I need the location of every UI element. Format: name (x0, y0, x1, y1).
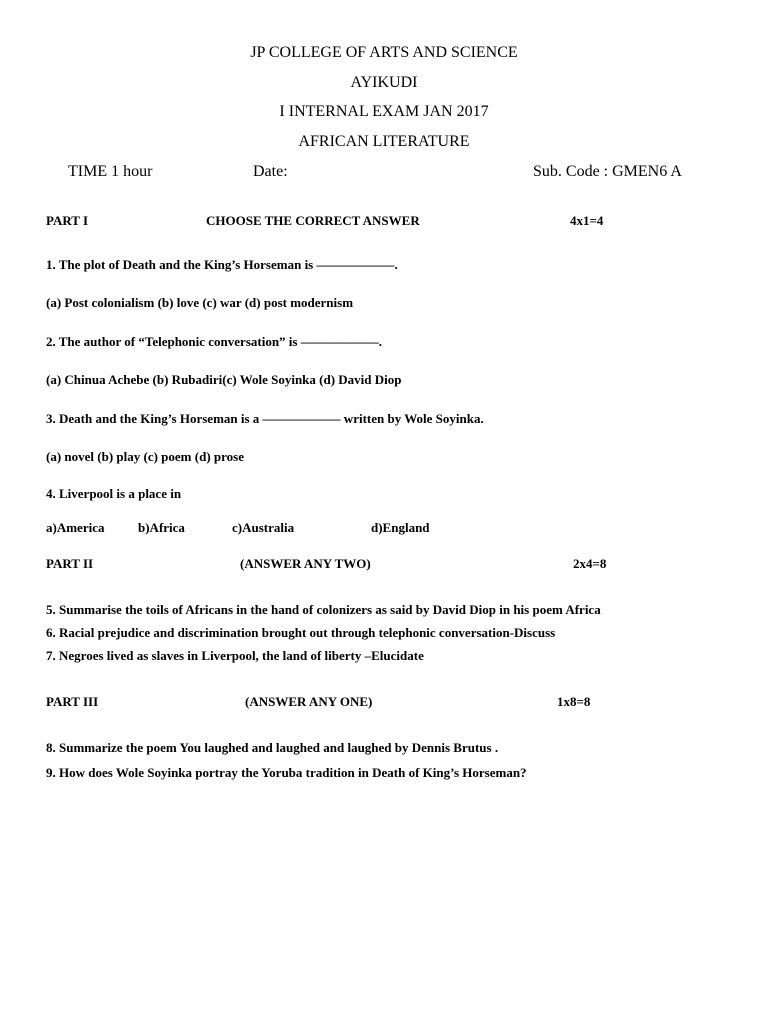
question-3: 3. Death and the King’s Horseman is a —————— written by Wole Soyinka. (46, 411, 484, 426)
question-2: 2. The author of “Telephonic conversation” is ——————. (46, 334, 382, 349)
part2-marks: 2x4=8 (573, 556, 607, 571)
question-4-option-b: b)Africa (138, 520, 185, 535)
question-3-options: (a) novel (b) play (c) poem (d) prose (46, 449, 244, 464)
part3-label: PART III (46, 694, 99, 709)
question-5: 5. Summarise the toils of Africans in the hand of colonizers as said by David Diop in his poem Africa (46, 602, 601, 617)
question-9: 9. How does Wole Soyinka portray the Yoruba tradition in Death of King’s Horseman? (46, 765, 527, 780)
part2-label: PART II (46, 556, 94, 571)
question-4: 4. Liverpool is a place in (46, 486, 182, 501)
question-6: 6. Racial prejudice and discrimination brought out through telephonic conversation-Discuss (46, 625, 556, 640)
part2-instruction: (ANSWER ANY TWO) (240, 556, 371, 571)
subject-code: Sub. Code : GMEN6 A (533, 163, 682, 180)
question-4-option-d: d)England (371, 520, 430, 535)
part1-marks: 4x1=4 (570, 213, 604, 228)
part1-instruction: CHOOSE THE CORRECT ANSWER (206, 213, 420, 228)
subject-title: AFRICAN LITERATURE (298, 133, 470, 150)
question-1-options: (a) Post colonialism (b) love (c) war (d) post modernism (46, 295, 354, 310)
exam-title: I INTERNAL EXAM JAN 2017 (279, 103, 489, 120)
question-8: 8. Summarize the poem You laughed and laughed and laughed by Dennis Brutus . (46, 740, 499, 755)
exam-date: Date: (253, 163, 288, 180)
part3-marks: 1x8=8 (557, 694, 591, 709)
college-name: JP COLLEGE OF ARTS AND SCIENCE (250, 44, 518, 61)
college-place: AYIKUDI (350, 74, 418, 91)
question-4-option-c: c)Australia (232, 520, 295, 535)
question-1: 1. The plot of Death and the King’s Horseman is ——————. (46, 257, 398, 272)
question-4-option-a: a)America (46, 520, 105, 535)
part3-instruction: (ANSWER ANY ONE) (245, 694, 373, 709)
question-2-options: (a) Chinua Achebe (b) Rubadiri(c) Wole Soyinka (d) David Diop (46, 372, 402, 387)
question-7: 7. Negroes lived as slaves in Liverpool, the land of liberty –Elucidate (46, 648, 424, 663)
exam-time: TIME 1 hour (68, 163, 153, 180)
part1-label: PART I (46, 213, 89, 228)
